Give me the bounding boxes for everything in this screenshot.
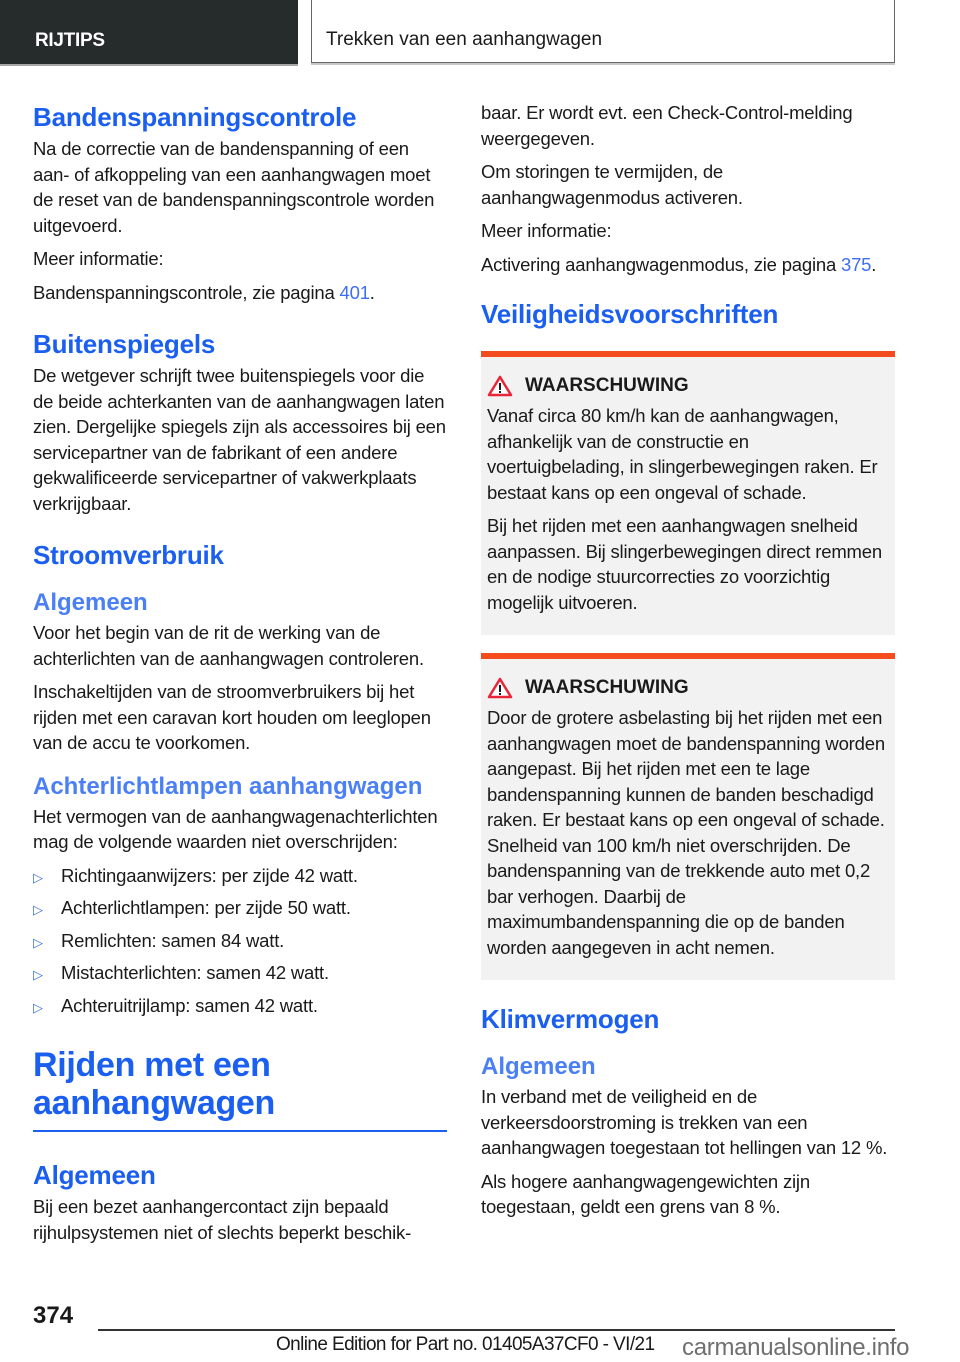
warning-title: WAARSCHUWING bbox=[525, 375, 689, 396]
list-item: ▷ Achterlichtlampen: per zijde 50 watt. bbox=[33, 895, 447, 921]
paragraph: Als hogere aanhangwagengewichten zijn toegestaan, geldt een grens van 8 %. bbox=[481, 1170, 810, 1217]
paragraph: Door de grotere asbelasting bij het rijden met een aanhangwagen moet de bandenspanning worden aangepast. Bij het rijden met een te lage bandenspanning kunnen de banden beschadigd raken. Er bestaat kans op een ongeval of schade. Snelheid van 100 km/h niet overschrijden. De bandenspanning van de trekkende auto met 0,2 bar verhogen. Daarbij de maximumbandenspanning die op de banden worden aangegeven in acht nemen. bbox=[487, 707, 885, 958]
subheading-algemeen: Algemeen bbox=[481, 1053, 596, 1080]
paragraph: De wetgever schrijft twee buitenspiegels voor die de beide achterkanten van de aanhangwagen laten zien. Dergelijke spiegels zijn als accessoires bij een servicepartner van de fabrikant of een andere gekwalificeerde servicepartner of vakwerkplaats verkrijgbaar. bbox=[33, 365, 446, 514]
list-item: ▷ Mistachterlichten: samen 42 watt. bbox=[33, 960, 447, 986]
heading-buitenspiegels: Buitenspiegels bbox=[33, 329, 216, 359]
page-number: 374 bbox=[33, 1302, 74, 1329]
list-item: ▷ Achteruitrijlamp: samen 42 watt. bbox=[33, 993, 447, 1019]
right-column bbox=[481, 100, 895, 1228]
more-info-label: Meer informatie: bbox=[481, 220, 612, 241]
triangle-bullet-icon: ▷ bbox=[33, 967, 43, 982]
more-info-label: Meer informatie: bbox=[33, 248, 164, 269]
paragraph: In verband met de veiligheid en de verkeersdoorstroming is trekken van een aanhangwagen toegestaan tot hellingen van 12 %. bbox=[481, 1086, 888, 1158]
paragraph: Het vermogen van de aanhangwagenachterlichten mag de volgende waarden niet overschrijden: bbox=[33, 805, 438, 852]
watermark: carmanualsonline.info bbox=[682, 1334, 910, 1361]
paragraph: Voor het begin van de rit de werking van de achterlichten van de aanhangwagen controleren. bbox=[33, 622, 424, 669]
page-link-375[interactable]: 375 bbox=[841, 253, 872, 275]
heading-klimvermogen: Klimvermogen bbox=[481, 1004, 660, 1034]
heading-veiligheid: Veiligheidsvoorschriften bbox=[481, 299, 779, 329]
chapter-label: Trekken van een aanhangwagen bbox=[326, 29, 603, 50]
paragraph: Om storingen te vermijden, de aanhangwagenmodus activeren. bbox=[481, 161, 743, 208]
warning-title: WAARSCHUWING bbox=[525, 677, 689, 698]
page-reference: Activering aanhangwagenmodus, zie pagina 375. bbox=[481, 253, 877, 275]
paragraph: Vanaf circa 80 km/h kan de aanhangwagen, afhankelijk van de constructie en voertuigbelading, in slingerbewegingen raken. Er bestaat kans op een ongeval of schade. bbox=[487, 405, 878, 503]
paragraph: Inschakeltijden van de stroomverbruikers bij het rijden met een caravan kort houden om leeglopen van de accu te voorkomen. bbox=[33, 681, 431, 753]
subheading-achterlichtlampen: Achterlichtlampen aanhangwagen bbox=[33, 772, 423, 800]
left-column bbox=[33, 100, 447, 1253]
section-rijden bbox=[33, 1046, 447, 1245]
paragraph: Bij een bezet aanhangercontact zijn bepaald rijhulpsystemen niet of slechts beperkt beschik- bbox=[33, 1196, 412, 1243]
footer-divider bbox=[98, 1329, 895, 1331]
section-bandenspanning bbox=[33, 100, 447, 305]
page-link-401[interactable]: 401 bbox=[339, 281, 370, 303]
section-buitenspiegels bbox=[33, 327, 447, 516]
section-stroomverbruik bbox=[33, 538, 447, 1018]
edition-label: Online Edition for Part no. 01405A37CF0 - VI/21 bbox=[276, 1334, 655, 1355]
chapter-tab bbox=[311, 0, 895, 63]
heading-bandenspanning: Bandenspanningscontrole bbox=[33, 102, 357, 132]
paragraph: Bij het rijden met een aanhangwagen snelheid aanpassen. Bij slingerbewegingen direct remmen en de nodige stuurcorrecties zo voorzichtig mogelijk uitvoeren. bbox=[487, 515, 882, 613]
paragraph: Na de correctie van de bandenspanning of een aan- of afkoppeling van een aanhangwagen moet de reset van de bandenspanningscontrole worden uitgevoerd. bbox=[33, 138, 435, 236]
section-label: RIJTIPS bbox=[35, 30, 105, 51]
warning-box bbox=[481, 653, 895, 980]
section-tab bbox=[0, 0, 298, 66]
triangle-bullet-icon: ▷ bbox=[33, 999, 43, 1015]
list-item: ▷ Richtingaanwijzers: per zijde 42 watt. bbox=[33, 863, 447, 889]
warning-triangle-icon bbox=[487, 677, 513, 699]
heading-rijden: Rijden met een aanhangwagen bbox=[33, 1046, 276, 1122]
chapter-heading-block bbox=[33, 1046, 447, 1132]
triangle-bullet-icon: ▷ bbox=[33, 902, 43, 917]
wattage-list bbox=[33, 863, 447, 1019]
paragraph: baar. Er wordt evt. een Check-Control-melding weergegeven. bbox=[481, 102, 853, 149]
heading-stroomverbruik: Stroomverbruik bbox=[33, 540, 224, 570]
list-item: ▷ Remlichten: samen 84 watt. bbox=[33, 928, 447, 954]
warning-box bbox=[481, 351, 895, 635]
subheading-algemeen: Algemeen bbox=[33, 589, 148, 616]
triangle-bullet-icon: ▷ bbox=[33, 934, 43, 950]
page-reference: Bandenspanningscontrole, zie pagina 401. bbox=[33, 281, 375, 303]
section-klimvermogen bbox=[481, 1002, 895, 1220]
heading-algemeen: Algemeen bbox=[33, 1160, 156, 1190]
warning-triangle-icon bbox=[487, 375, 513, 397]
triangle-bullet-icon: ▷ bbox=[33, 869, 43, 885]
